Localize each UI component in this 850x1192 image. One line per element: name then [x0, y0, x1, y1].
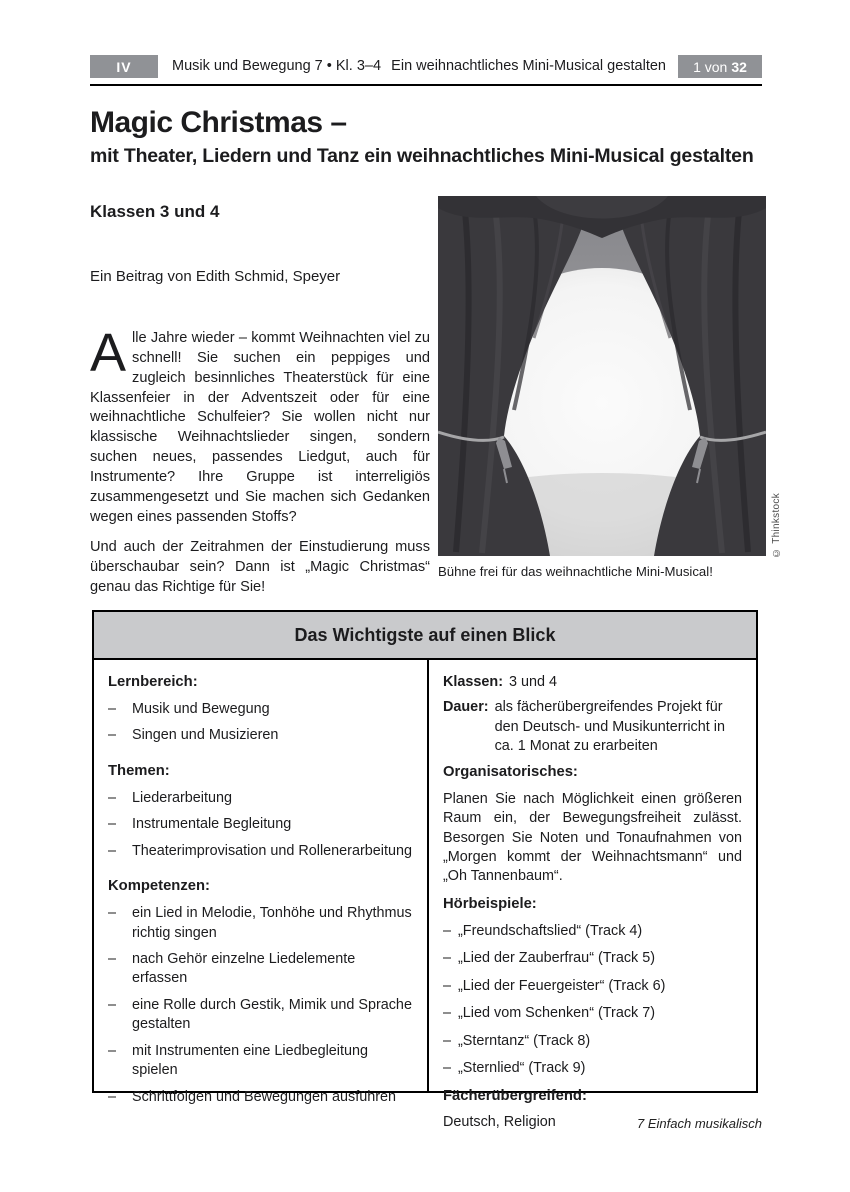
dash-bullet: – — [443, 950, 452, 967]
klassen-value: 3 und 4 — [509, 674, 558, 690]
list-item — [108, 1088, 413, 1107]
dash-bullet: – — [443, 1060, 452, 1077]
dash-bullet: – — [443, 1005, 452, 1022]
intro-paragraph-2: Und auch der Zeitrahmen der Einstudierung muss überschaubar sein? Dann ist „Magic Christmas“ genau das Richtige für Sie! — [90, 539, 430, 596]
section-heading: Themen: — [108, 762, 170, 779]
klassen-row — [443, 673, 742, 692]
orga-text: Planen Sie nach Möglichkeit einen größeren Raum ein, der Bewegungsfreiheit zulässt. Besorgen Sie Noten und Tonaufnahmen von „Morgen kommt der Weihnachtsmann“ und „Oh Tannenbaum“. — [443, 790, 742, 885]
page-title: Magic Christmas – — [90, 106, 347, 139]
list-item — [108, 726, 413, 745]
track-item — [443, 1059, 742, 1078]
section-heading: Lernbereich: — [108, 674, 198, 690]
content-row — [90, 196, 782, 598]
track-item-text: „Lied der Feuergeister“ (Track 6) — [458, 977, 666, 994]
section-kompetenzen — [108, 877, 413, 1107]
section-heading: Kompetenzen: — [108, 878, 210, 895]
track-item — [443, 949, 742, 968]
author-line: Ein Beitrag von Edith Schmid, Speyer — [90, 268, 341, 285]
list-item — [108, 996, 413, 1035]
list-item-text: Singen und Musizieren — [132, 727, 279, 744]
track-item — [443, 977, 742, 996]
dash-bullet: – — [108, 1042, 117, 1059]
track-item — [443, 922, 742, 941]
list-item-text: Liederarbeitung — [132, 789, 233, 806]
list-item — [108, 1042, 413, 1081]
dash-bullet: – — [443, 1032, 452, 1049]
list-item — [108, 904, 413, 943]
faecher-text: Deutsch, Religion — [443, 1114, 556, 1131]
dash-bullet: – — [108, 727, 117, 744]
section-lernbereich — [108, 673, 413, 746]
track-item-text: „Sterntanz“ (Track 8) — [458, 1032, 591, 1049]
hoerbeispiele-heading: Hörbeispiele: — [443, 895, 537, 912]
faecher-heading: Fächerübergreifend: — [443, 1087, 587, 1104]
dash-bullet: – — [443, 977, 452, 994]
text-column — [90, 196, 430, 598]
dauer-value: als fächerübergreifendes Projekt für den Deutsch- und Musikunterricht in ca. 1 Monat zu erarbeiten — [494, 699, 725, 755]
list-item — [108, 700, 413, 719]
intro-paragraph-text: lle Jahre wieder – kommt Weihnachten viel zu schnell! Sie suchen ein peppiges und zugleich besinnliches Theaterstück für eine Klassenfeier in der Adventszeit oder für eine weihnachtliche Schulfeier? Sie wollen nicht nur klassische Weihnachtslieder singen, sondern suchen neues, passendes Liedgut, auch für Instrumente? Ihre Gruppe ist interreligiös zusammengesetzt und Sie machen sich Gedanken wegen eines passenden Stoffs? — [90, 330, 430, 525]
page-number-badge — [678, 55, 762, 78]
title-block — [90, 106, 762, 168]
list-item-text: Instrumentale Begleitung — [132, 816, 292, 833]
page-footer: 7 Einfach musikalisch — [637, 1116, 762, 1131]
unit-badge: IV — [90, 55, 158, 78]
list-item-text: mit Instrumenten eine Liedbegleitung spielen — [132, 1042, 368, 1079]
dash-bullet: – — [108, 905, 117, 922]
dash-bullet: – — [108, 1088, 117, 1105]
track-item-text: „Lied der Zauberfrau“ (Track 5) — [458, 950, 656, 967]
list-item-text: ein Lied in Melodie, Tonhöhe und Rhythmus richtig singen — [132, 905, 412, 941]
dash-bullet: – — [108, 816, 117, 833]
dauer-row — [443, 698, 742, 756]
image-credit: © Thinkstock — [771, 492, 782, 558]
track-item-text: „Sternlied“ (Track 9) — [458, 1060, 586, 1077]
page-subtitle: mit Theater, Liedern und Tanz ein weihnachtliches Mini-Musical gestalten — [90, 145, 754, 167]
list-item-text: Musik und Bewegung — [132, 700, 270, 717]
dash-bullet: – — [108, 950, 117, 967]
list-item — [108, 842, 413, 861]
list-item — [108, 789, 413, 808]
grade-heading: Klassen 3 und 4 — [90, 202, 220, 221]
dash-bullet: – — [443, 922, 452, 939]
orga-heading: Organisatorisches: — [443, 763, 578, 780]
hoerbeispiele-list — [443, 922, 742, 1079]
figure-caption: Bühne frei für das weihnachtliche Mini-Musical! — [438, 564, 713, 579]
list-item-text: Schrittfolgen und Bewegungen ausführen — [132, 1088, 397, 1105]
track-item — [443, 1032, 742, 1051]
list-item-text: Theaterimprovisation und Rollenerarbeitung — [132, 842, 412, 859]
overview-box-title: Das Wichtigste auf einen Blick — [94, 612, 756, 660]
section-themen — [108, 762, 413, 861]
dauer-label: Dauer: — [443, 699, 489, 716]
drop-cap: A — [90, 323, 127, 383]
stage-curtain-image — [438, 196, 766, 556]
dash-bullet: – — [108, 700, 117, 717]
dash-bullet: – — [108, 789, 117, 806]
page-number-total: 32 — [731, 58, 747, 75]
list-item-text: nach Gehör einzelne Liedelemente erfassen — [132, 950, 356, 987]
list-item — [108, 815, 413, 834]
page-number-current: 1 von — [693, 58, 728, 75]
header-series-title: Musik und Bewegung 7 • Kl. 3–4 — [172, 58, 382, 74]
klassen-label: Klassen: — [443, 674, 503, 690]
list-item-text: eine Rolle durch Gestik, Mimik und Sprache gestalten — [132, 996, 412, 1033]
page-header — [90, 55, 762, 86]
figure-column — [438, 196, 782, 598]
dash-bullet: – — [108, 996, 117, 1013]
header-topic-title: Ein weihnachtliches Mini-Musical gestalten — [391, 58, 666, 74]
track-item-text: „Lied vom Schenken“ (Track 7) — [458, 1005, 656, 1022]
overview-left-column — [94, 660, 429, 1105]
intro-paragraph — [90, 323, 430, 527]
list-item — [108, 950, 413, 989]
track-item-text: „Freundschaftslied“ (Track 4) — [458, 922, 643, 939]
dash-bullet: – — [108, 842, 117, 859]
track-item — [443, 1004, 742, 1023]
